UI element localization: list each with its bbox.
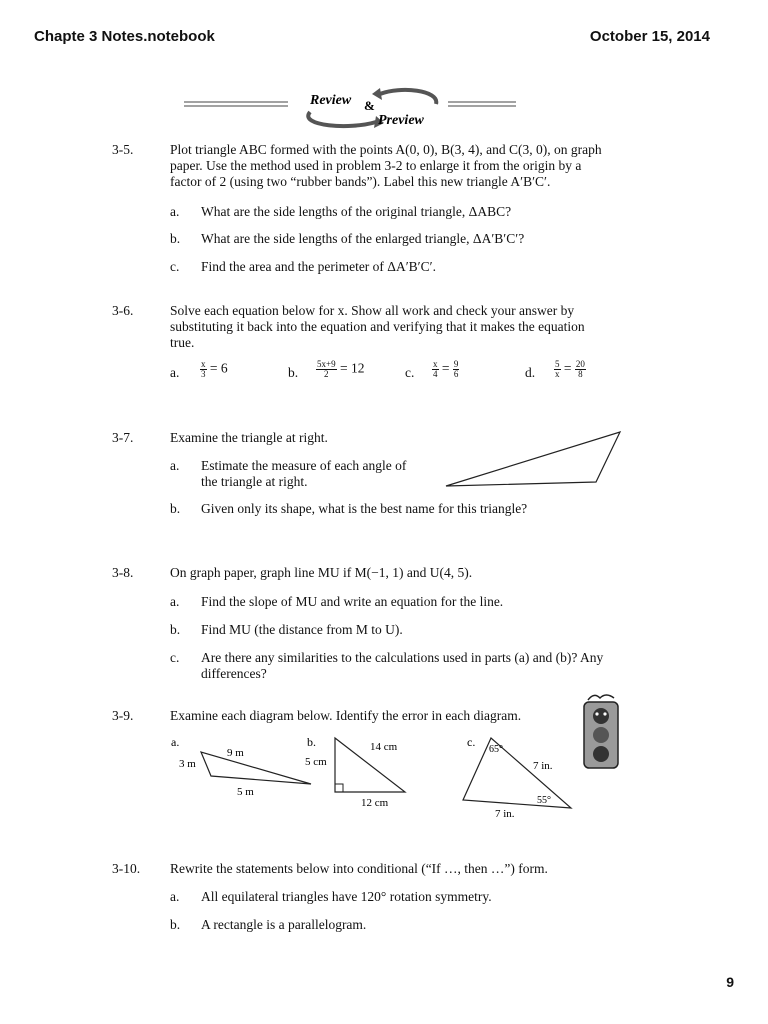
problem-text: Examine the triangle at right. [170, 430, 328, 445]
problem-text: Plot triangle ABC formed with the points A(0, 0), B(3, 4), and C(3, 0), on graph [170, 142, 602, 157]
banner-amp: & [364, 98, 375, 113]
triangle-c [463, 738, 571, 808]
problem-text: Solve each equation below for x. Show all work and check your answer by [170, 303, 575, 318]
part-text: All equilateral triangles have 120° rotation symmetry. [201, 889, 492, 904]
part-label: c. [405, 365, 415, 380]
angle-label: 55° [537, 795, 551, 806]
problem-text: factor of 2 (using two “rubber bands”). Label this new triangle A′B′C′. [170, 174, 551, 189]
problem-text: On graph paper, graph line MU if M(−1, 1) and U(4, 5). [170, 565, 473, 580]
side-label: 7 in. [495, 808, 515, 820]
part-text: What are the side lengths of the original triangle, ΔABC? [201, 204, 512, 219]
problem-text: Examine each diagram below. Identify the error in each diagram. [170, 708, 522, 723]
part-text: A rectangle is a parallelogram. [201, 917, 367, 932]
part-label: b. [170, 622, 181, 637]
side-label: 12 cm [361, 797, 389, 809]
part-text: Are there any similarities to the calculations used in parts (a) and (b)? Any [201, 650, 604, 665]
side-label: 3 m [179, 758, 196, 770]
problem-number: 3-9. [112, 708, 134, 723]
equation-d: $\frac{5}{x}$ = $\frac{20}{8}$ [555, 359, 585, 379]
obtuse-triangle-figure [440, 428, 630, 490]
part-text: Find the area and the perimeter of ΔA′B′C′. [201, 259, 436, 274]
problem-number: 3-6. [112, 303, 134, 318]
side-label: 14 cm [370, 741, 398, 753]
part-label: c. [170, 259, 180, 274]
equation-a: $\frac{x}{3}$ = 6 [201, 359, 228, 379]
part-label: b. [170, 501, 181, 516]
triangle-a [201, 752, 311, 784]
side-label: 9 m [227, 747, 244, 759]
part-text: the triangle at right. [201, 474, 308, 489]
part-text: Find the slope of MU and write an equation for the line. [201, 594, 504, 609]
part-label: a. [170, 594, 180, 609]
problem-text: true. [170, 335, 195, 350]
problem-number: 3-7. [112, 430, 134, 445]
error-diagrams [165, 732, 595, 822]
problem-text: substituting it back into the equation and verifying that it makes the equation [170, 319, 585, 334]
part-text: What are the side lengths of the enlarged triangle, ΔA′B′C′? [201, 231, 525, 246]
problem-number: 3-8. [112, 565, 134, 580]
diagram-a-label: a. [171, 735, 180, 749]
part-label: b. [170, 231, 181, 246]
problem-text: paper. Use the method used in problem 3-2 to enlarge it from the origin by a [170, 158, 582, 173]
part-label: a. [170, 458, 180, 473]
problem-number: 3-5. [112, 142, 134, 157]
part-text: differences? [201, 666, 267, 681]
part-label: b. [288, 365, 299, 380]
notebook-date: October 15, 2014 [589, 28, 710, 45]
cycle-arrow-icon [308, 112, 376, 126]
banner-review: Review [310, 93, 352, 108]
part-label: a. [170, 365, 180, 380]
part-label: a. [170, 889, 180, 904]
equation-c: $\frac{x}{4}$ = $\frac{9}{6}$ [433, 359, 459, 379]
side-label: 5 m [237, 786, 254, 798]
problem-text: Rewrite the statements below into conditional (“If …, then …”) form. [170, 861, 548, 876]
diagram-c-label: c. [467, 735, 476, 749]
part-label: b. [170, 917, 181, 932]
page-number: 9 [726, 974, 734, 990]
part-text: Given only its shape, what is the best name for this triangle? [201, 501, 528, 516]
part-label: c. [170, 650, 180, 665]
part-text: Estimate the measure of each angle of [201, 458, 407, 473]
review-preview-banner [180, 82, 520, 134]
part-label: a. [170, 204, 180, 219]
banner-preview: Preview [378, 113, 424, 128]
problem-number: 3-10. [112, 861, 141, 876]
side-label: 5 cm [305, 756, 327, 768]
part-text: Find MU (the distance from M to U). [201, 622, 403, 637]
side-label: 7 in. [533, 760, 553, 772]
angle-label: 65° [489, 744, 503, 755]
notebook-title: Chapte 3 Notes.notebook [34, 28, 215, 45]
equation-b: $\frac{5x+9}{2}$ = 12 [317, 359, 365, 379]
part-label: d. [525, 365, 536, 380]
diagram-b-label: b. [307, 735, 316, 749]
